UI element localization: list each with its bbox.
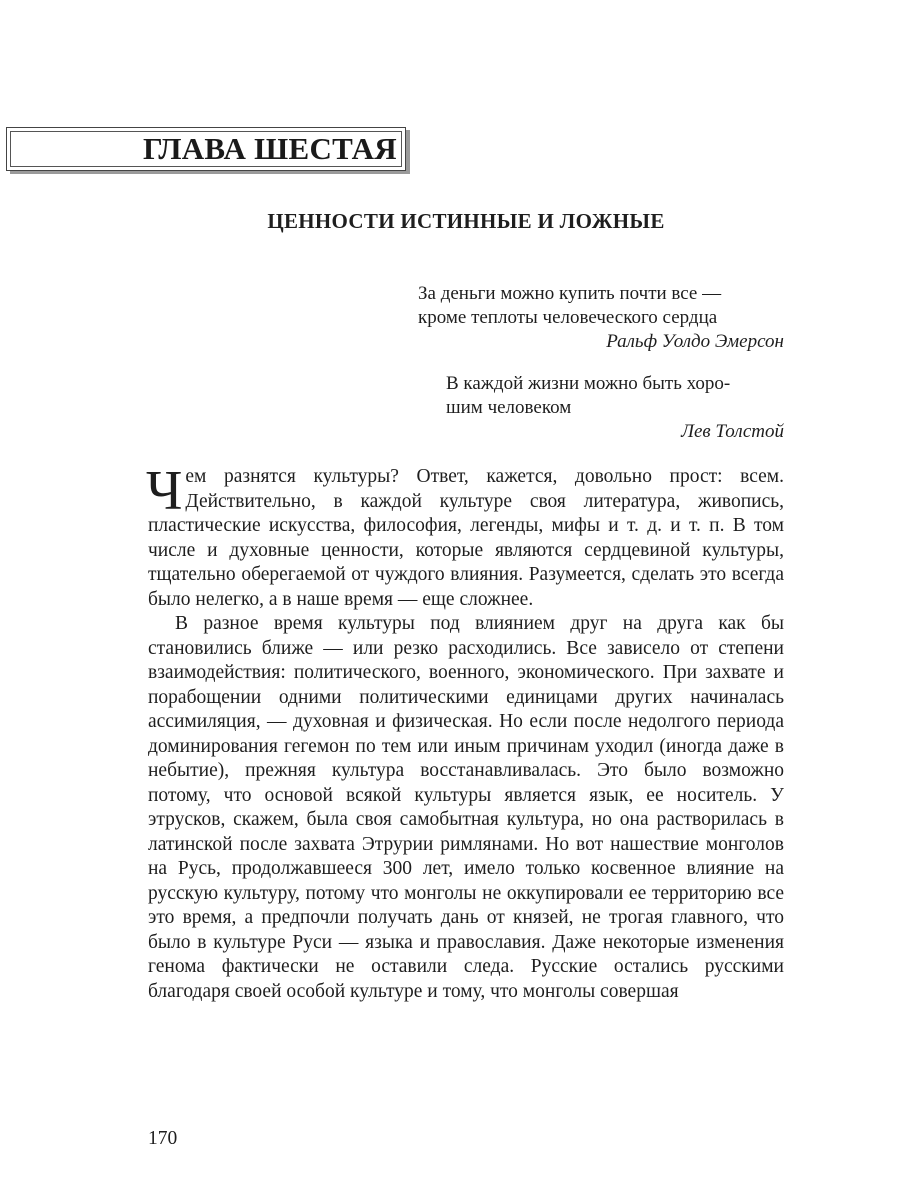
epigraph-line: кроме теплоты человеческого сердца	[418, 307, 718, 328]
epigraph-line: шим человеком	[446, 397, 572, 418]
epigraph-emerson	[418, 282, 784, 354]
page-number: 170	[148, 1128, 178, 1149]
body-text	[146, 460, 784, 1004]
paragraph-2: В разное время культуры под влиянием друг на друга как бы становились ближе — или резко расходились. Все зависело от степени взаимодействия: политического, военного, экономического. При захвате и порабощении одними политическими единицами других начиналась ассимиляция, — духовная и физическая. Но если после недолгого периода доминирования гегемон по тем или иным причинам уходил (иногда даже в небытие), прежняя культура восстанавливалась. Это было возможно потому, что основой всякой культуры является язык, ее носитель. У этрусков, скажем, была своя самобытная культура, но она растворилась в латинской после захвата Этрурии римлянами. Но вот нашествие монголов на Русь, продолжавшееся 300 лет, имело только косвенное влияние на русскую культуру, потому что монголы не оккупировали ее территорию все это время, а предпочли получать дань от князей, не трогая главного, что было в культуре Руси — языка и православия. Даже некоторые изменения генома фактически не оставили следа. Русские остались русскими благодаря своей особой культуре и тому, что монголы совершая	[148, 613, 784, 1002]
epigraph-tolstoy	[446, 372, 784, 444]
epigraph-line: В каждой жизни можно быть хоро-	[446, 373, 731, 394]
epigraph-author: Лев Толстой	[681, 421, 784, 442]
section-title: ЦЕННОСТИ ИСТИННЫЕ И ЛОЖНЫЕ	[267, 209, 665, 233]
chapter-heading-box	[6, 127, 406, 171]
epigraph-line: За деньги можно купить почти все —	[418, 283, 722, 304]
drop-cap: Ч	[146, 460, 183, 522]
paragraph-1	[146, 460, 784, 612]
epigraph-author: Ральф Уолдо Эмерсон	[606, 331, 784, 352]
paragraph-1-text: ем разнятся культуры? Ответ, кажется, довольно прост: всем. Действительно, в каждой культуре своя литература, живопись, пластические искусства, философия, легенды, мифы и т. д. и т. п. В том числе и духовные ценности, которые являются сердцевиной культуры, тщательно оберегаемой от чуждого влияния. Разумеется, сделать это всегда было нелегко, а в наше время — еще сложнее.	[148, 466, 784, 610]
chapter-title: ГЛАВА ШЕСТАЯ	[142, 131, 397, 166]
